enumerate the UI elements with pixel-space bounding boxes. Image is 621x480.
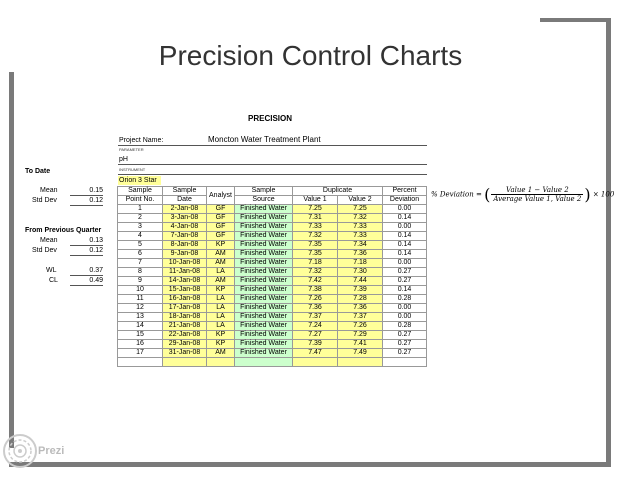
cell-point-no: 3 [118, 223, 163, 232]
cell-sample-source: Finished Water [235, 214, 293, 223]
project-label: Project Name: [119, 137, 164, 144]
std-dev-value: 0.12 [70, 197, 103, 206]
cell-point-no: 6 [118, 250, 163, 259]
parameter-underline [118, 164, 427, 165]
cell-point-no: 9 [118, 277, 163, 286]
formula-open-paren: ( [484, 185, 491, 204]
table-row [118, 259, 427, 268]
cell-value-2: 7.30 [338, 268, 383, 277]
sheet-heading: PRECISION [248, 114, 293, 123]
cell-analyst: GF [207, 232, 235, 241]
cell-empty [163, 358, 207, 367]
cell-percent-deviation: 0.00 [383, 313, 427, 322]
cell-value-1: 7.26 [293, 295, 338, 304]
cell-value-2: 7.37 [338, 313, 383, 322]
wl-label: WL [46, 267, 57, 274]
wl-value: 0.37 [70, 267, 103, 276]
previous-quarter-heading: From Previous Quarter [25, 227, 102, 234]
formula-rhs: × 100 [592, 190, 615, 199]
table-row [118, 304, 427, 313]
cell-percent-deviation: 0.14 [383, 241, 427, 250]
cell-value-1: 7.18 [293, 259, 338, 268]
table-row [118, 349, 427, 358]
formula-lhs: % Deviation = [431, 190, 482, 199]
cell-sample-source: Finished Water [235, 304, 293, 313]
cell-point-no: 5 [118, 241, 163, 250]
cell-sample-date: 17-Jan-08 [163, 304, 207, 313]
header-point-2: Point No. [118, 196, 163, 205]
cell-percent-deviation: 0.27 [383, 340, 427, 349]
header-row-2 [118, 196, 427, 205]
slide-title: Precision Control Charts [158, 40, 463, 71]
cell-value-2: 7.34 [338, 241, 383, 250]
table-row [118, 268, 427, 277]
cell-percent-deviation: 0.14 [383, 250, 427, 259]
cell-percent-deviation: 0.00 [383, 223, 427, 232]
cell-analyst: LA [207, 295, 235, 304]
std-dev-label: Std Dev [32, 197, 57, 204]
cell-value-1: 7.33 [293, 223, 338, 232]
cell-point-no: 11 [118, 295, 163, 304]
table-row-empty [118, 358, 427, 367]
cell-percent-deviation: 0.27 [383, 349, 427, 358]
cell-analyst: KP [207, 331, 235, 340]
prezi-logo-text: Prezi [38, 445, 65, 457]
cell-analyst: KP [207, 241, 235, 250]
cell-sample-date: 3-Jan-08 [163, 214, 207, 223]
header-analyst: Analyst [207, 187, 235, 205]
to-date-heading: To Date [25, 168, 51, 175]
cell-empty [207, 358, 235, 367]
cell-value-1: 7.47 [293, 349, 338, 358]
header-source-1: Sample [235, 187, 293, 196]
cell-value-2: 7.41 [338, 340, 383, 349]
cell-sample-date: 18-Jan-08 [163, 313, 207, 322]
header-point-1: Sample [118, 187, 163, 196]
formula-fraction [491, 186, 583, 203]
cell-value-2: 7.49 [338, 349, 383, 358]
cell-percent-deviation: 0.00 [383, 304, 427, 313]
cell-sample-source: Finished Water [235, 232, 293, 241]
cell-sample-source: Finished Water [235, 223, 293, 232]
table-row [118, 313, 427, 322]
table-row [118, 205, 427, 214]
cell-analyst: GF [207, 214, 235, 223]
prev-mean-value: 0.13 [70, 237, 103, 246]
cell-sample-date: 31-Jan-08 [163, 349, 207, 358]
cell-analyst: KP [207, 286, 235, 295]
cell-empty [293, 358, 338, 367]
deviation-formula [431, 185, 614, 204]
formula-numerator: Value 1 − Value 2 [491, 186, 583, 195]
project-underline [118, 145, 427, 146]
cell-empty [383, 358, 427, 367]
cl-label: CL [49, 277, 58, 284]
cell-sample-source: Finished Water [235, 331, 293, 340]
cell-value-2: 7.33 [338, 223, 383, 232]
table-row [118, 331, 427, 340]
cell-percent-deviation: 0.28 [383, 295, 427, 304]
cell-analyst: AM [207, 259, 235, 268]
cell-sample-date: 14-Jan-08 [163, 277, 207, 286]
cell-sample-source: Finished Water [235, 322, 293, 331]
cell-sample-source: Finished Water [235, 286, 293, 295]
cell-sample-source: Finished Water [235, 295, 293, 304]
cl-value: 0.49 [70, 277, 103, 286]
cell-analyst: LA [207, 268, 235, 277]
formula-denominator: Average Value 1, Value 2 [493, 195, 582, 203]
cell-point-no: 7 [118, 259, 163, 268]
cell-percent-deviation: 0.14 [383, 232, 427, 241]
cell-analyst: AM [207, 250, 235, 259]
cell-value-1: 7.31 [293, 214, 338, 223]
cell-point-no: 2 [118, 214, 163, 223]
cell-sample-date: 7-Jan-08 [163, 232, 207, 241]
cell-point-no: 15 [118, 331, 163, 340]
header-percent-1: Percent [383, 187, 427, 196]
cell-value-1: 7.37 [293, 313, 338, 322]
cell-analyst: AM [207, 277, 235, 286]
header-source-2: Source [235, 196, 293, 205]
cell-analyst: LA [207, 322, 235, 331]
cell-value-2: 7.32 [338, 214, 383, 223]
table-row [118, 241, 427, 250]
cell-sample-date: 10-Jan-08 [163, 259, 207, 268]
cell-sample-source: Finished Water [235, 340, 293, 349]
cell-percent-deviation: 0.27 [383, 277, 427, 286]
cell-empty [338, 358, 383, 367]
cell-point-no: 16 [118, 340, 163, 349]
cell-value-1: 7.25 [293, 205, 338, 214]
cell-percent-deviation: 0.14 [383, 214, 427, 223]
header-duplicate: Duplicate [293, 187, 383, 196]
parameter-value: pH [119, 156, 128, 163]
cell-value-1: 7.27 [293, 331, 338, 340]
cell-sample-source: Finished Water [235, 250, 293, 259]
mean-label: Mean [40, 187, 58, 194]
cell-sample-source: Finished Water [235, 268, 293, 277]
cell-value-1: 7.39 [293, 340, 338, 349]
precision-table [117, 186, 427, 367]
cell-analyst: LA [207, 313, 235, 322]
frame-left-bar [9, 72, 14, 448]
cell-sample-date: 16-Jan-08 [163, 295, 207, 304]
header-value-1: Value 1 [293, 196, 338, 205]
project-value: Moncton Water Treatment Plant [208, 135, 321, 144]
cell-value-1: 7.24 [293, 322, 338, 331]
cell-value-1: 7.42 [293, 277, 338, 286]
cell-percent-deviation: 0.27 [383, 268, 427, 277]
cell-analyst: KP [207, 340, 235, 349]
cell-sample-source: Finished Water [235, 277, 293, 286]
cell-sample-source: Finished Water [235, 259, 293, 268]
cell-value-2: 7.25 [338, 205, 383, 214]
table-row [118, 295, 427, 304]
parameter-label: PARAMETER [119, 147, 144, 152]
cell-value-2: 7.28 [338, 295, 383, 304]
cell-value-1: 7.35 [293, 241, 338, 250]
cell-value-2: 7.44 [338, 277, 383, 286]
cell-percent-deviation: 0.00 [383, 205, 427, 214]
cell-analyst: GF [207, 205, 235, 214]
cell-sample-source: Finished Water [235, 349, 293, 358]
prev-mean-label: Mean [40, 237, 58, 244]
header-row-1 [118, 187, 427, 196]
cell-value-2: 7.29 [338, 331, 383, 340]
cell-value-2: 7.18 [338, 259, 383, 268]
cell-point-no: 14 [118, 322, 163, 331]
table-row [118, 322, 427, 331]
cell-sample-source: Finished Water [235, 241, 293, 250]
instrument-underline [118, 174, 427, 175]
cell-point-no: 13 [118, 313, 163, 322]
cell-point-no: 4 [118, 232, 163, 241]
frame-right-bar [606, 18, 611, 467]
table-row [118, 277, 427, 286]
cell-analyst: LA [207, 304, 235, 313]
cell-point-no: 17 [118, 349, 163, 358]
cell-value-1: 7.32 [293, 268, 338, 277]
table-row [118, 214, 427, 223]
cell-point-no: 8 [118, 268, 163, 277]
cell-sample-date: 15-Jan-08 [163, 286, 207, 295]
cell-sample-source: Finished Water [235, 205, 293, 214]
cell-value-1: 7.35 [293, 250, 338, 259]
instrument-label: INSTRUMENT [119, 167, 146, 172]
cell-percent-deviation: 0.00 [383, 259, 427, 268]
cell-value-2: 7.39 [338, 286, 383, 295]
cell-sample-source: Finished Water [235, 313, 293, 322]
table-row [118, 232, 427, 241]
frame-top-bar [540, 18, 610, 22]
cell-sample-date: 4-Jan-08 [163, 223, 207, 232]
cell-analyst: AM [207, 349, 235, 358]
table-row [118, 250, 427, 259]
cell-point-no: 1 [118, 205, 163, 214]
prezi-logo-icon [2, 433, 38, 469]
cell-sample-date: 22-Jan-08 [163, 331, 207, 340]
cell-value-2: 7.36 [338, 304, 383, 313]
cell-value-1: 7.32 [293, 232, 338, 241]
cell-percent-deviation: 0.28 [383, 322, 427, 331]
cell-sample-date: 2-Jan-08 [163, 205, 207, 214]
cell-analyst: GF [207, 223, 235, 232]
cell-value-2: 7.36 [338, 250, 383, 259]
cell-value-1: 7.36 [293, 304, 338, 313]
cell-sample-date: 29-Jan-08 [163, 340, 207, 349]
cell-sample-date: 8-Jan-08 [163, 241, 207, 250]
prev-std-dev-value: 0.12 [70, 247, 103, 256]
instrument-value: Orion 3 Star [118, 176, 161, 185]
mean-value: 0.15 [70, 187, 103, 196]
cell-empty [118, 358, 163, 367]
cell-percent-deviation: 0.14 [383, 286, 427, 295]
cell-point-no: 12 [118, 304, 163, 313]
prev-std-dev-label: Std Dev [32, 247, 57, 254]
cell-value-2: 7.33 [338, 232, 383, 241]
cell-value-1: 7.38 [293, 286, 338, 295]
cell-point-no: 10 [118, 286, 163, 295]
cell-sample-date: 21-Jan-08 [163, 322, 207, 331]
header-value-2: Value 2 [338, 196, 383, 205]
formula-close-paren: ) [584, 185, 591, 204]
cell-empty [235, 358, 293, 367]
cell-percent-deviation: 0.27 [383, 331, 427, 340]
header-date-2: Date [163, 196, 207, 205]
header-date-1: Sample [163, 187, 207, 196]
table-row [118, 223, 427, 232]
table-row [118, 286, 427, 295]
cell-sample-date: 11-Jan-08 [163, 268, 207, 277]
header-percent-2: Deviation [383, 196, 427, 205]
cell-sample-date: 9-Jan-08 [163, 250, 207, 259]
frame-bottom-bar [9, 462, 611, 467]
cell-value-2: 7.26 [338, 322, 383, 331]
table-row [118, 340, 427, 349]
